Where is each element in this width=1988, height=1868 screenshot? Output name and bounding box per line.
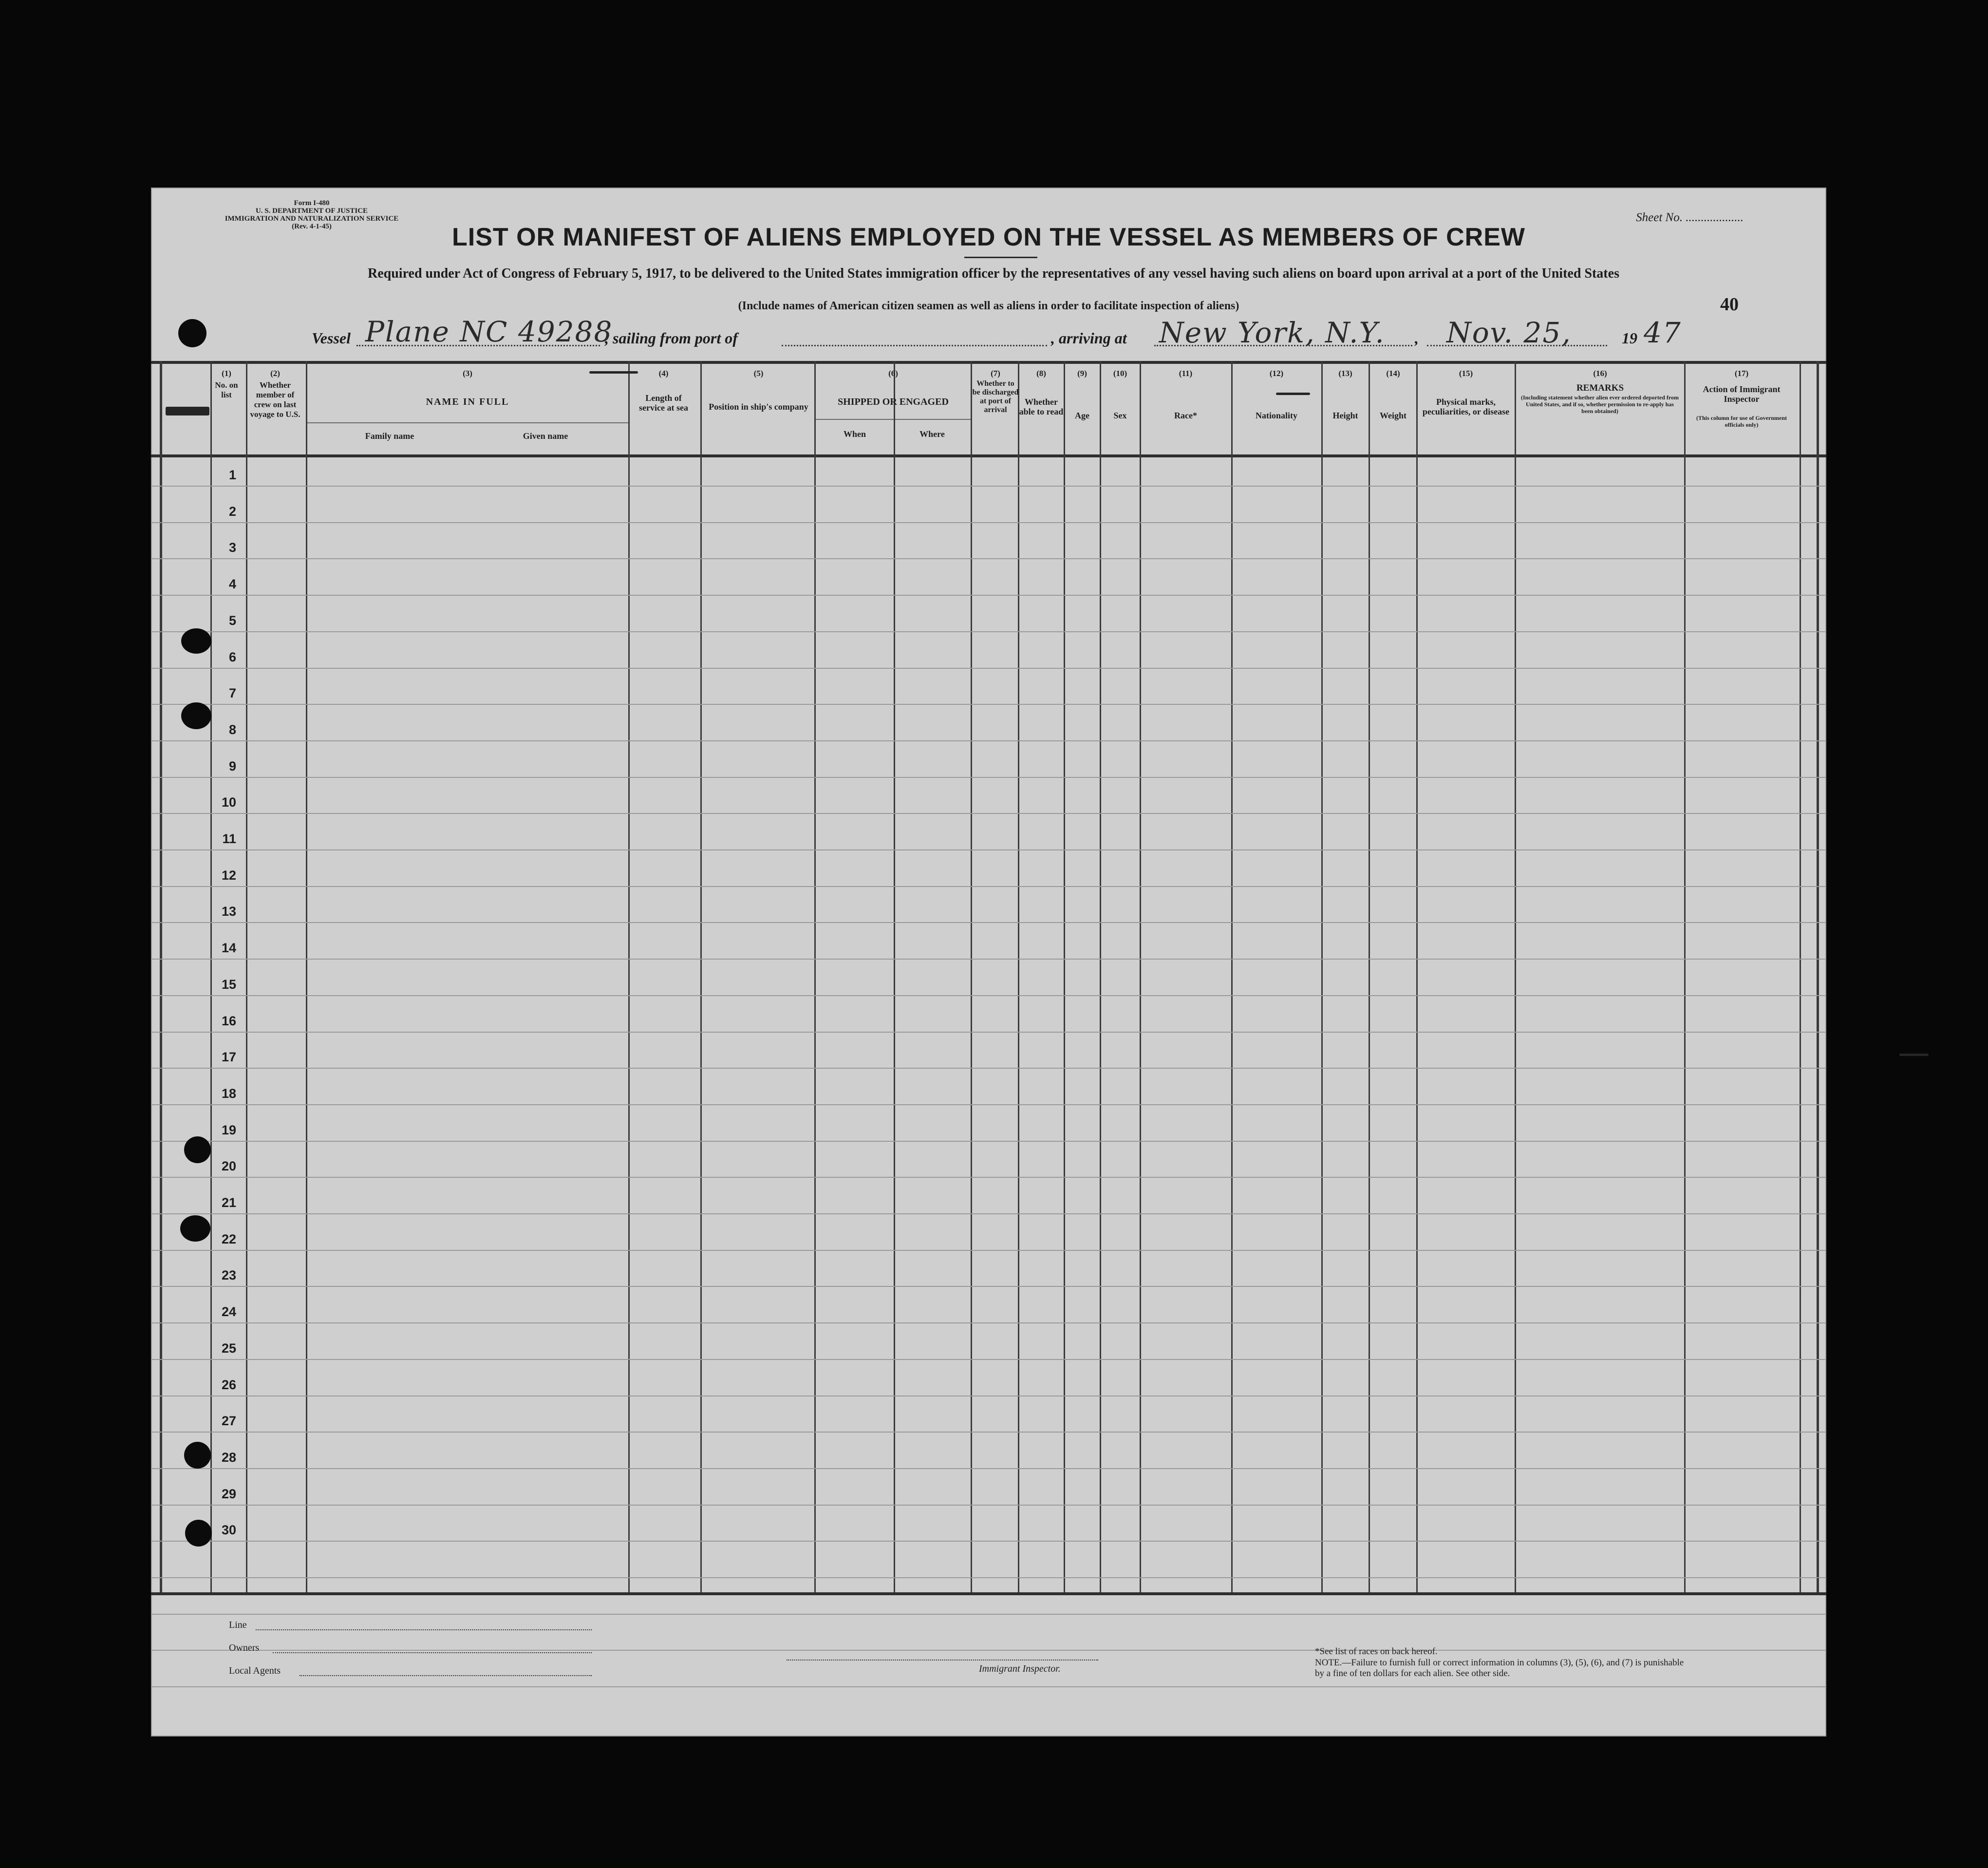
row-rule bbox=[151, 558, 1826, 559]
column-divider bbox=[814, 361, 816, 1592]
given-name-header: Given name bbox=[523, 431, 568, 441]
column-divider bbox=[1018, 361, 1019, 1592]
name-subhead-rule bbox=[307, 422, 628, 423]
col-6-number: (6) bbox=[888, 369, 898, 378]
punch-hole bbox=[184, 1136, 211, 1163]
row-number: 12 bbox=[221, 868, 236, 883]
column-divider bbox=[700, 361, 702, 1592]
row-rule bbox=[151, 922, 1826, 923]
col-7-label: Whether to be discharged at port of arrival bbox=[972, 379, 1019, 414]
col-13-number: (13) bbox=[1338, 369, 1352, 378]
row-rule bbox=[151, 1286, 1826, 1287]
col-5-label: Position in ship's company bbox=[709, 402, 808, 412]
row-number: 11 bbox=[222, 831, 236, 846]
column-divider bbox=[1800, 361, 1801, 1592]
col-1-label: No. on list bbox=[215, 380, 238, 399]
column-divider bbox=[1231, 361, 1233, 1592]
row-rule bbox=[151, 1177, 1826, 1178]
row-rule bbox=[151, 849, 1826, 850]
row-number: 29 bbox=[221, 1486, 236, 1501]
col-15-number: (15) bbox=[1459, 369, 1473, 378]
owners-label: Owners bbox=[229, 1642, 260, 1653]
table-top-rule bbox=[151, 361, 1826, 364]
arriving-label: , arriving at bbox=[1051, 329, 1127, 347]
col-14-label: Weight bbox=[1379, 411, 1407, 420]
col-15-label: Physical marks, peculiarities, or disease bbox=[1422, 397, 1510, 416]
punch-hole bbox=[178, 319, 206, 347]
row-rule bbox=[151, 595, 1826, 596]
row-number: 20 bbox=[221, 1159, 236, 1174]
include-statement: (Include names of American citizen seamen as well as aliens in order to facilitate inspection of aliens) bbox=[738, 300, 1239, 312]
punch-hole bbox=[184, 1442, 211, 1469]
column-divider bbox=[1515, 361, 1516, 1592]
row-number: 1 bbox=[228, 468, 236, 482]
line-field[interactable] bbox=[256, 1629, 592, 1630]
column-divider bbox=[971, 361, 972, 1592]
row-rule bbox=[151, 1213, 1826, 1214]
service-name: IMMIGRATION AND NATURALIZATION SERVICE bbox=[225, 215, 399, 223]
row-number: 30 bbox=[221, 1523, 236, 1538]
owners-field[interactable] bbox=[273, 1652, 592, 1653]
line-label: Line bbox=[229, 1620, 247, 1630]
column-divider bbox=[160, 361, 162, 1592]
row-rule bbox=[151, 522, 1826, 523]
punch-hole bbox=[181, 628, 211, 654]
year-prefix: 19 bbox=[1622, 329, 1637, 347]
column-divider bbox=[1100, 361, 1101, 1592]
row-rule bbox=[151, 1250, 1826, 1251]
table-bottom-rule bbox=[151, 1592, 1826, 1595]
local-agents-label: Local Agents bbox=[229, 1665, 281, 1676]
row-rule bbox=[151, 1104, 1826, 1105]
col-9-label: Age bbox=[1075, 411, 1089, 420]
row-number: 19 bbox=[221, 1122, 236, 1137]
form-revision: (Rev. 4-1-45) bbox=[292, 223, 332, 230]
col-1-number: (1) bbox=[222, 369, 231, 378]
page-title: LIST OR MANIFEST OF ALIENS EMPLOYED ON THE VESSEL AS MEMBERS OF CREW bbox=[452, 223, 1525, 251]
row-rule bbox=[151, 813, 1826, 814]
row-number: 2 bbox=[228, 504, 236, 519]
row-rule bbox=[151, 959, 1826, 960]
header-bottom-rule bbox=[151, 454, 1826, 457]
column-divider bbox=[246, 361, 247, 1592]
row-number: 10 bbox=[221, 795, 236, 810]
column-divider bbox=[1684, 361, 1686, 1592]
row-number: 17 bbox=[221, 1050, 236, 1065]
col-2-number: (2) bbox=[270, 369, 280, 378]
column-divider bbox=[1369, 361, 1370, 1592]
column-divider bbox=[1064, 361, 1065, 1592]
row-number: 3 bbox=[228, 540, 236, 555]
col-14-number: (14) bbox=[1386, 369, 1400, 378]
row-number: 13 bbox=[221, 904, 236, 919]
row-number: 4 bbox=[228, 577, 236, 592]
col-9-number: (9) bbox=[1077, 369, 1087, 378]
shipped-subhead-rule bbox=[816, 419, 971, 420]
col-11-number: (11) bbox=[1179, 369, 1193, 378]
row-number: 28 bbox=[221, 1450, 236, 1465]
year-value: 47 bbox=[1644, 316, 1682, 349]
col-16-label: REMARKS bbox=[1576, 383, 1624, 393]
race-note: *See list of races on back hereof. bbox=[1315, 1646, 1438, 1657]
row-number: 21 bbox=[221, 1195, 236, 1210]
col-2-label: Whether member of crew on last voyage to U.S. bbox=[250, 380, 300, 419]
department-name: U. S. DEPARTMENT OF JUSTICE bbox=[255, 207, 368, 215]
col-11-label: Race* bbox=[1174, 411, 1197, 420]
row-rule bbox=[151, 1686, 1826, 1687]
row-number: 14 bbox=[221, 941, 236, 956]
col-4-number: (4) bbox=[658, 369, 669, 378]
required-statement: Required under Act of Congress of February 5, 1917, to be delivered to the United States immigration officer by the representatives of any vessel having such aliens on board upon arrival at a port of the United States bbox=[368, 266, 1619, 281]
row-number: 27 bbox=[221, 1414, 236, 1429]
date-value: Nov. 25, bbox=[1446, 316, 1572, 349]
row-rule bbox=[151, 995, 1826, 996]
column-divider bbox=[628, 361, 630, 1592]
row-number: 25 bbox=[221, 1340, 236, 1356]
row-number: 8 bbox=[228, 722, 236, 737]
row-rule bbox=[151, 1468, 1826, 1469]
row-rule bbox=[151, 1068, 1826, 1069]
col-13-label: Height bbox=[1332, 411, 1358, 420]
col-16-number: (16) bbox=[1593, 369, 1607, 378]
row-number: 26 bbox=[221, 1377, 236, 1392]
ink-mark bbox=[589, 371, 638, 374]
col-10-label: Sex bbox=[1113, 411, 1127, 420]
row-rule bbox=[151, 1322, 1826, 1323]
sheet-number: Sheet No. ................... bbox=[1636, 211, 1744, 224]
inspector-label: Immigrant Inspector. bbox=[979, 1663, 1061, 1674]
row-number: 18 bbox=[221, 1086, 236, 1101]
punch-hole bbox=[185, 1520, 212, 1547]
form-number: Form I-480 bbox=[294, 199, 330, 207]
row-rule bbox=[151, 668, 1826, 669]
row-rule bbox=[151, 704, 1826, 705]
column-divider bbox=[1416, 361, 1418, 1592]
column-divider bbox=[1321, 361, 1323, 1592]
col-4-label: Length of service at sea bbox=[639, 393, 688, 413]
row-rule bbox=[151, 631, 1826, 632]
col-8-number: (8) bbox=[1036, 369, 1046, 378]
remarks-note: (Including statement whether alien ever ordered deported from United States, and if so, whether permission to re-apply has been obtained) bbox=[1520, 394, 1679, 415]
vessel-label: Vessel bbox=[312, 329, 351, 347]
row-rule bbox=[151, 1032, 1826, 1033]
row-rule bbox=[151, 1505, 1826, 1506]
vessel-value: Plane NC 49288 bbox=[365, 315, 613, 348]
col-3-number: (3) bbox=[463, 369, 472, 378]
col-12-label: Nationality bbox=[1255, 411, 1297, 420]
row-rule bbox=[151, 1614, 1826, 1615]
sailing-label: , sailing from port of bbox=[605, 329, 738, 347]
col-6-label: SHIPPED OR ENGAGED bbox=[838, 396, 949, 407]
row-rule bbox=[151, 1359, 1826, 1360]
punch-hole bbox=[180, 1215, 210, 1242]
col-17-label: Action of Immigrant Inspector bbox=[1703, 384, 1781, 404]
column-divider bbox=[306, 361, 307, 1592]
ink-mark bbox=[1899, 1054, 1929, 1056]
column-divider bbox=[1817, 361, 1819, 1592]
when-header: When bbox=[843, 429, 866, 439]
column-divider bbox=[894, 361, 895, 1592]
row-number: 16 bbox=[221, 1013, 236, 1028]
row-rule bbox=[151, 886, 1826, 887]
col-12-number: (12) bbox=[1269, 369, 1284, 378]
row-number: 15 bbox=[221, 977, 236, 992]
ink-mark bbox=[1276, 393, 1310, 395]
col-10-number: (10) bbox=[1113, 369, 1127, 378]
col-17-number: (17) bbox=[1734, 369, 1749, 378]
arriving-value: New York, N.Y. bbox=[1159, 316, 1385, 349]
row-rule bbox=[151, 740, 1826, 741]
row-number: 5 bbox=[228, 613, 236, 628]
footer-note: NOTE.—Failure to furnish full or correct information in columns (3), (5), (6), and (7) is punishable by a fine of ten dollars for each alien. See other side. bbox=[1315, 1658, 1684, 1679]
col-8-label: Whether able to read bbox=[1019, 397, 1064, 416]
page-number: 40 bbox=[1720, 294, 1739, 315]
col-7-number: (7) bbox=[991, 369, 1000, 378]
where-header: Where bbox=[919, 429, 945, 439]
local-agents-field[interactable] bbox=[300, 1675, 592, 1676]
row-number: 22 bbox=[221, 1231, 236, 1246]
column-divider bbox=[1140, 361, 1141, 1592]
col-5-number: (5) bbox=[753, 369, 764, 378]
row-number: 24 bbox=[221, 1304, 236, 1320]
family-name-header: Family name bbox=[365, 431, 414, 441]
row-rule bbox=[151, 1541, 1826, 1542]
row-number: 9 bbox=[228, 758, 236, 774]
row-number: 7 bbox=[228, 686, 236, 701]
row-number: 6 bbox=[228, 649, 236, 664]
manifest-sheet bbox=[151, 188, 1826, 1736]
row-rule bbox=[151, 777, 1826, 778]
row-rule bbox=[151, 1577, 1826, 1578]
inspector-note: (This column for use of Government officials only) bbox=[1696, 415, 1787, 428]
crew-table bbox=[151, 188, 1826, 1736]
col-3-label: NAME IN FULL bbox=[426, 396, 509, 407]
punch-hole bbox=[181, 702, 211, 729]
ink-mark bbox=[166, 407, 209, 415]
row-rule bbox=[151, 486, 1826, 487]
row-number: 23 bbox=[221, 1268, 236, 1283]
comma-separator: , bbox=[1415, 329, 1419, 347]
row-rule bbox=[151, 1432, 1826, 1433]
row-rule bbox=[151, 1141, 1826, 1142]
